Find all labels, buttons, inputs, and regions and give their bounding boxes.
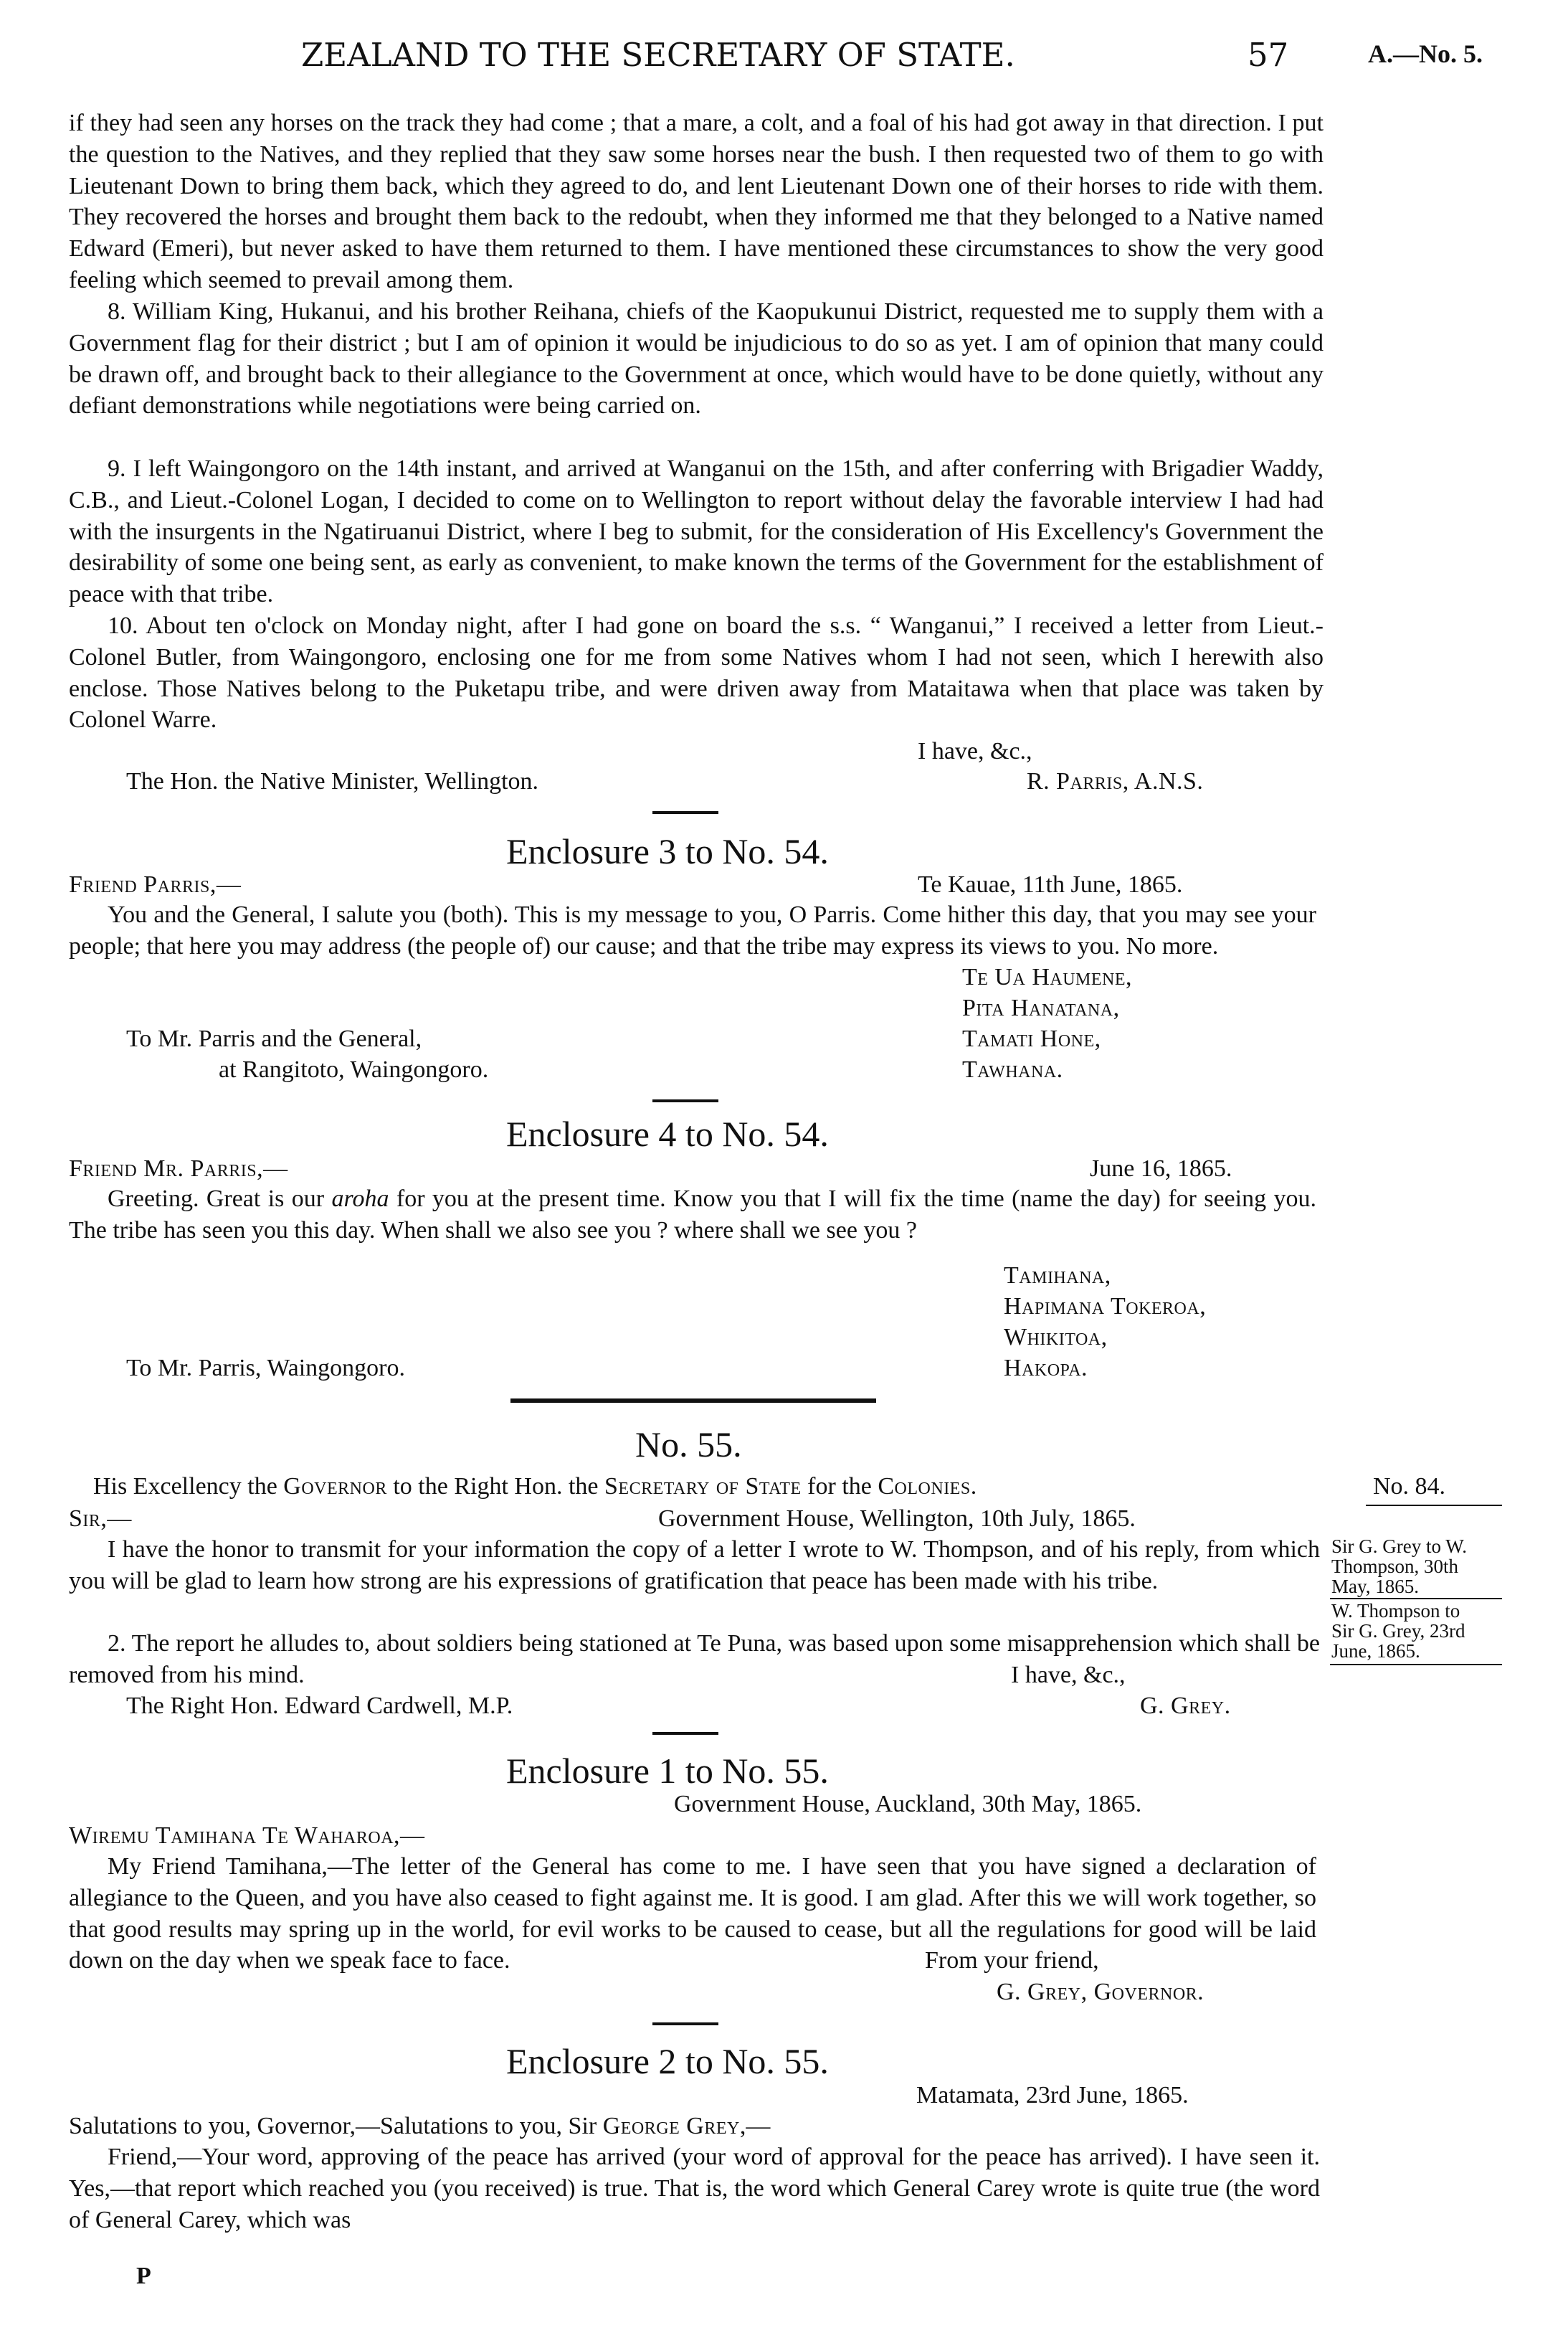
enclosure-4-body-text: for you at the present time. Know you that I will fix the time (name the day) for seeing you. The tribe has seen you this day. When shall we also see you ? where shall we see you ?: [69, 1185, 1316, 1244]
enclosure-4-body-text: Greeting. Great is our: [108, 1185, 332, 1212]
paper-reference: A.—No. 5.: [1368, 39, 1483, 68]
section-divider: [652, 2022, 718, 2025]
letter-paragraph-9: 9. I left Waingongoro on the 14th instant, and arrived at Wanganui on the 15th, and after conferring with Brigadier Waddy, C.B., and Lieut.-Colonel Logan, I decided to come on to Wellington to report without delay the favorable interview I had had with the insurgents in the Ngatiruanui District, where I beg to submit, for the consideration of His Excellency's Government the desirability of some one being sent, as early as convenient, to make known the terms of the Government for the establishment of peace with that tribe.: [69, 455, 1324, 608]
no-55-place-date: Government House, Wellington, 10th July, 1865.: [658, 1505, 1136, 1532]
enclosure-3-place-date: Te Kauae, 11th June, 1865.: [918, 871, 1183, 898]
margin-note-line: Sir G. Grey, 23rd: [1331, 1620, 1465, 1642]
enclosure-1-salutation: Wiremu Tamihana Te Waharoa,—: [69, 1822, 425, 1849]
no-55-heading: No. 55.: [635, 1424, 742, 1464]
no-55-signature: G. Grey.: [1140, 1693, 1231, 1719]
margin-note-1: [1331, 1536, 1496, 1596]
section-divider: [652, 1732, 718, 1735]
enclosure-4-signatory: Whikitoa,: [1004, 1324, 1108, 1350]
no-55-addressee: The Right Hon. Edward Cardwell, M.P.: [126, 1693, 513, 1719]
no-55-title: His Excellency the Governor to the Right Hon. the Secretary of State for the Colonies.: [93, 1473, 977, 1500]
section-divider: [652, 1099, 718, 1102]
enclosure-4-addressee: To Mr. Parris, Waingongoro.: [126, 1355, 406, 1381]
enclosure-2-heading: Enclosure 2 to No. 55.: [506, 2041, 829, 2081]
enclosure-3-salutation: Friend Parris,—: [69, 871, 242, 898]
enclosure-4-signatory: Tamihana,: [1004, 1262, 1111, 1289]
enclosure-3-signatory: Pita Hanatana,: [962, 995, 1120, 1021]
enclosure-1-signature: G. Grey, Governor.: [997, 1979, 1204, 2005]
enclosure-3-signatory: Te Ua Haumene,: [962, 964, 1133, 990]
reference-underline: [1366, 1505, 1502, 1506]
enclosure-2-place-date: Matamata, 23rd June, 1865.: [916, 2082, 1189, 2108]
enclosure-1-place-date: Government House, Auckland, 30th May, 1865.: [674, 1791, 1142, 1817]
enclosure-1-body: My Friend Tamihana,—The letter of the General has come to me. I have seen that you have signed a declaration of allegiance to the Queen, and you have also ceased to fight against me. It is good. I am glad. After this we will work together, so that good results may spring up in the world, for evil works to be caused to cease, but all the regulations for good will be laid down on the day when we speak face to face.: [69, 1853, 1316, 1974]
signature-mark: P: [136, 2263, 151, 2289]
margin-note-line: W. Thompson to: [1331, 1600, 1460, 1622]
enclosure-3-addressee-place: at Rangitoto, Waingongoro.: [219, 1056, 489, 1083]
enclosure-4-salutation: Friend Mr. Parris,—: [69, 1155, 288, 1182]
enclosure-2-body: Friend,—Your word, approving of the peace has arrived (your word of approval for the peace has arrived). I have seen it. Yes,—that report which reached you (you received) is true. That is, the word which General Carey wrote is quite true (the word of General Carey, which was: [69, 2144, 1320, 2233]
section-divider: [652, 811, 718, 814]
enclosure-1-closing: From your friend,: [925, 1947, 1099, 1974]
no-55-paragraph-2: 2. The report he alludes to, about soldiers being stationed at Te Puna, was based upon some misapprehension which shall be removed from his mind.: [69, 1630, 1320, 1688]
letter-paragraph-10: 10. About ten o'clock on Monday night, after I had gone on board the s.s. “ Wanganui,” I received a letter from Lieut.-Colonel Butler, from Waingongoro, enclosing one for me from some Natives whom I had not seen, which I herewith also enclose. Those Natives belong to the Puketapu tribe, and were driven away from Mataitawa when that place was taken by Colonel Warre.: [69, 612, 1324, 734]
enclosure-3-body: You and the General, I salute you (both). This is my message to you, O Parris. Come hither this day, that you may see your people; that here you may address (the people of) our cause; and that the tribe may express its views to you. No more.: [69, 901, 1316, 960]
enclosure-4-signatory: Hakopa.: [1004, 1355, 1088, 1381]
margin-note-line: Sir G. Grey to W.: [1331, 1535, 1467, 1557]
no-55-closing: I have, &c.,: [1011, 1662, 1126, 1688]
enclosure-3-signatory: Tamati Hone,: [962, 1026, 1101, 1052]
margin-note-line: May, 1865.: [1331, 1576, 1419, 1597]
no-55-paragraph-1: I have the honor to transmit for your information the copy of a letter I wrote to W. Thompson, and of his reply, from which you will be glad to learn how strong are his expressions of gratification that peace has been made with his tribe.: [69, 1536, 1320, 1594]
margin-note-divider: [1330, 1598, 1502, 1599]
letter-paragraph-continued: if they had seen any horses on the track they had come ; that a mare, a colt, and a foal of his had got away in that direction. I put the question to the Natives, and they replied that they saw some horses near the bush. I then requested two of them to go with Lieutenant Down to bring them back, which they agreed to do, and lent Lieutenant Down one of their horses to ride with them. They recovered the horses and brought them back to the redoubt, when they informed me that they belonged to a Native named Edward (Emeri), but never asked to have them returned to them. I have mentioned these circumstances to show the very good feeling which seemed to prevail among them.: [69, 110, 1324, 293]
margin-note-divider: [1330, 1664, 1502, 1665]
letter-closing: I have, &c.,: [918, 738, 1032, 765]
no-55-reference-number: No. 84.: [1373, 1473, 1446, 1500]
enclosure-3-signatory: Tawhana.: [962, 1056, 1063, 1083]
letter-paragraph-8: 8. William King, Hukanui, and his brother Reihana, chiefs of the Kaopukunui District, requested me to supply them with a Government flag for their district ; but I am of opinion it would be injudicious to do so as yet. I am of opinion that many could be drawn off, and brought back to their allegiance to the Government at once, which would have to be done quietly, without any defiant demonstrations while negotiations were being carried on.: [69, 298, 1324, 420]
enclosure-4-date: June 16, 1865.: [1090, 1155, 1232, 1182]
enclosure-1-heading: Enclosure 1 to No. 55.: [506, 1751, 829, 1791]
letter-signature: R. Parris, A.N.S.: [1027, 768, 1204, 795]
major-divider: [510, 1398, 876, 1403]
enclosure-4-heading: Enclosure 4 to No. 54.: [506, 1114, 829, 1154]
margin-note-line: June, 1865.: [1331, 1640, 1420, 1662]
running-title: ZEALAND TO THE SECRETARY OF STATE.: [301, 36, 1015, 74]
no-55-salutation: Sir,—: [69, 1505, 132, 1532]
maori-word-aroha: aroha: [331, 1185, 389, 1212]
enclosure-4-body: [69, 1183, 1316, 1246]
margin-note-2: [1331, 1601, 1496, 1661]
enclosure-2-salutation: Salutations to you, Governor,—Salutations to you, Sir George Grey,—: [69, 2113, 771, 2139]
margin-note-line: Thompson, 30th: [1331, 1556, 1459, 1577]
enclosure-3-heading: Enclosure 3 to No. 54.: [506, 831, 829, 871]
page-number: 57: [1248, 36, 1289, 74]
letter-addressee: The Hon. the Native Minister, Wellington.: [126, 768, 539, 795]
enclosure-3-addressee: To Mr. Parris and the General,: [126, 1026, 422, 1052]
enclosure-4-signatory: Hapimana Tokeroa,: [1004, 1293, 1207, 1320]
